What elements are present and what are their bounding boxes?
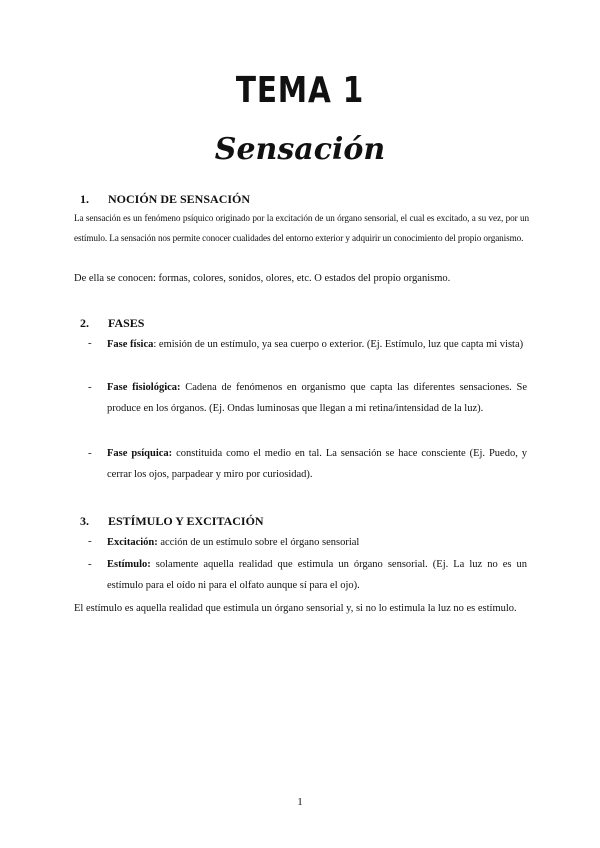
section-3-paragraph: El estímulo es aquella realidad que estimula un órgano sensorial y, si no lo estimula la luz no es estímulo. — [74, 603, 517, 614]
list-item-text: Cadena de fenómenos en organismo que capta las diferentes sensaciones. Se produce en los órganos. (Ej. Ondas luminosas que llegan a mi retina/intensidad de la luz). — [107, 382, 527, 414]
list-bullet: - — [88, 558, 92, 570]
section-number: 3. — [80, 514, 89, 528]
section-number: 1. — [80, 192, 89, 206]
list-item — [107, 443, 527, 485]
list-item-term: Fase física — [107, 339, 154, 350]
list-item — [107, 334, 527, 355]
section-1-heading — [80, 192, 250, 207]
list-item — [107, 532, 527, 553]
list-bullet: - — [88, 447, 92, 459]
list-item-term: Fase psíquica: — [107, 448, 173, 459]
page-subtitle: Sensación — [214, 132, 386, 167]
page-title: TEMA 1 — [235, 70, 365, 111]
list-item-text: acción de un estímulo sobre el órgano sensorial — [157, 537, 360, 548]
section-3-heading — [80, 514, 264, 529]
list-item-text: : emisión de un estímulo, ya sea cuerpo o exterior. (Ej. Estímulo, luz que capta mi vista) — [153, 339, 524, 350]
section-title: ESTÍMULO Y EXCITACIÓN — [108, 514, 264, 528]
section-number: 2. — [80, 316, 89, 330]
section-1-paragraph-2: De ella se conocen: formas, colores, sonidos, olores, etc. O estados del propio organismo. — [74, 273, 451, 284]
list-item — [107, 554, 527, 596]
section-2-heading — [80, 316, 144, 331]
list-item — [107, 377, 527, 419]
section-title: FASES — [108, 316, 145, 330]
list-item-term: Estímulo: — [107, 559, 151, 570]
list-item-text: solamente aquella realidad que estimula un órgano sensorial. (Ej. La luz no es un estímulo para el oído ni para el olfato aunque sí para el ojo). — [107, 559, 527, 591]
list-item-term: Fase fisiológica: — [107, 382, 181, 393]
section-title: NOCIÓN DE SENSACIÓN — [108, 192, 251, 206]
list-bullet: - — [88, 381, 92, 393]
section-1-paragraph: La sensación es un fenómeno psíquico originado por la excitación de un órgano sensorial, el cual es excitado, a su vez, por un estímulo. La sensación nos permite conocer cualidades del entorno exterior y adquirir un conocimiento del propio organismo. — [74, 213, 529, 243]
list-item-term: Excitación: — [107, 537, 158, 548]
list-item-text: constituida como el medio en tal. La sensación se hace consciente (Ej. Puedo, y cerrar los ojos, parpadear y miro por curiosidad). — [107, 448, 527, 480]
list-bullet: - — [88, 337, 92, 349]
list-bullet: - — [88, 535, 92, 547]
page-number: 1 — [297, 796, 303, 808]
